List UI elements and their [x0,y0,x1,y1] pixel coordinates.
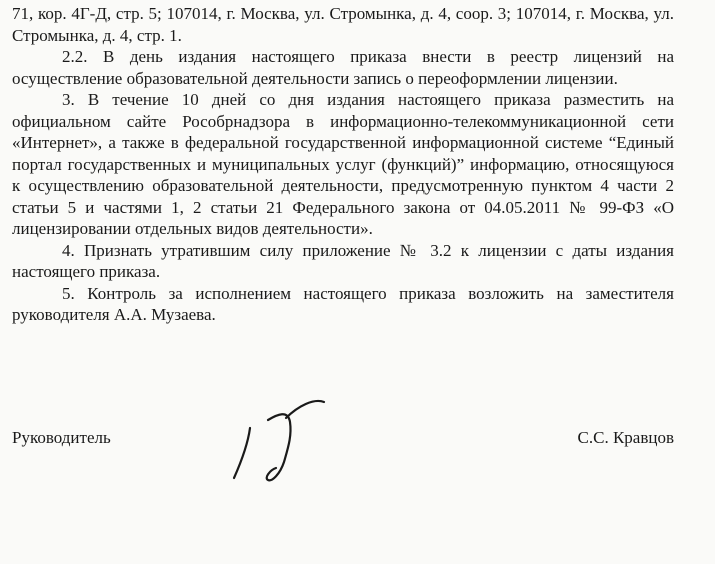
paragraph-item-4: 4. Признать утратившим силу приложение № 3.2 к лицензии с даты издания настоящего приказа. [12,240,674,281]
paragraph-address-continuation: 71, кор. 4Г-Д, стр. 5; 107014, г. Москва, ул. Стромынка, д. 4, соор. 3; 107014, г. Москва, ул. Стромынка, д. 4, стр. 1. [12,4,674,45]
paragraph-item-3: 3. В течение 10 дней со дня издания настоящего приказа разместить на официальном сайте Рособрнадзора в информационно-телекоммуникационной сети «Интернет», а также в федеральной государственной информационной системе “Единый портал государственных и муниципальных услуг (функций)” информацию, относящуюся к осуществлению образовательной деятельности, предусмотренную пунктом 4 части 2 статьи 5 и частями 1, 2 статьи 21 Федерального закона от 04.05.2011 № 99-ФЗ «О лицензировании отдельных видов деятельности». [12,90,674,238]
signatory-name: С.С. Кравцов [577,428,674,447]
signatory-role: Руководитель [12,428,111,447]
paragraph-item-5: 5. Контроль за исполнением настоящего приказа возложить на заместителя руководителя А.А. Музаева. [12,283,674,324]
paragraph-item-2-2: 2.2. В день издания настоящего приказа внести в реестр лицензий на осуществление образовательной деятельности запись о переоформлении лицензии. [12,47,674,88]
document-body [12,3,674,326]
signature-block [12,428,674,458]
